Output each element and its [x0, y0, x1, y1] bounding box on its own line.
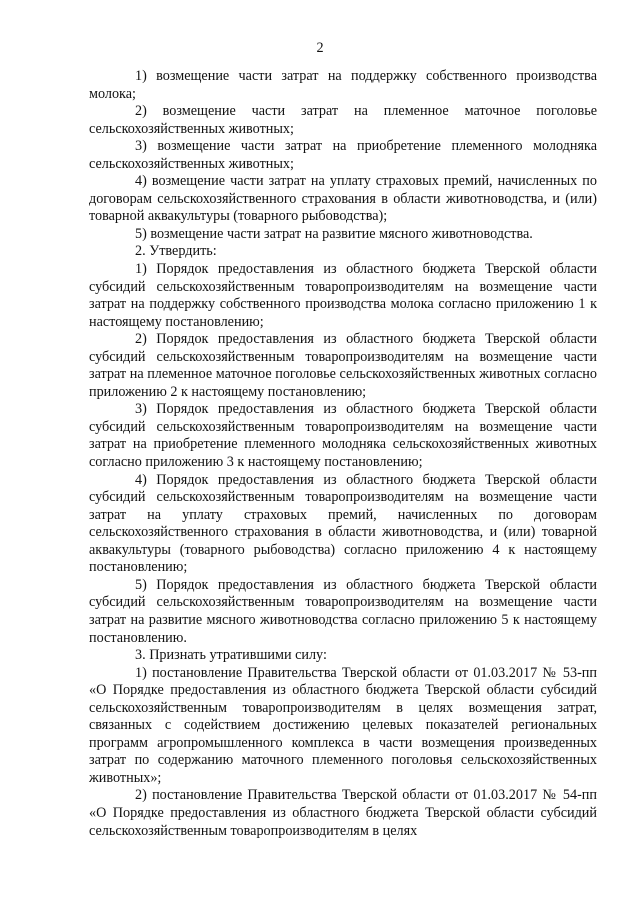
- page-number: 2: [316, 40, 324, 56]
- section-heading: 3. Признать утратившими силу:: [135, 647, 327, 664]
- paragraph: 1) Порядок предоставления из областного бюджета Тверской области субсидий сельскохозяйственным товаропроизводителям на возмещение части затрат на поддержку собственного производства молока согласно приложению 1 к настоящему постановлению;: [89, 261, 597, 330]
- paragraph: 1) постановление Правительства Тверской области от 01.03.2017 № 53-пп «О Порядке предоставления из областного бюджета Тверской области субсидий сельскохозяйственным товаропроизводителям в целях возмещения затрат, связанных с содействием достижению целевых показателей региональных программ агропромышленного комплекса в части возмещения произведенных затрат по содержанию маточного племенного поголовья сельскохозяйственных животных»;: [89, 664, 597, 786]
- paragraph: 2) постановление Правительства Тверской области от 01.03.2017 № 54-пп «О Порядке предоставления из областного бюджета Тверской области субсидий сельскохозяйственным товаропроизводителям в целях: [89, 787, 597, 839]
- paragraph: 1) возмещение части затрат на поддержку собственного производства молока;: [89, 68, 597, 102]
- paragraph: 5) возмещение части затрат на развитие мясного животноводства.: [135, 225, 533, 242]
- paragraph: 3) Порядок предоставления из областного бюджета Тверской области субсидий сельскохозяйственным товаропроизводителям на возмещение части затрат на приобретение племенного молодняка сельскохозяйственных животных согласно приложению 3 к настоящему постановлению;: [89, 401, 597, 471]
- paragraph: 4) Порядок предоставления из областного бюджета Тверской области субсидий сельскохозяйственным товаропроизводителям на возмещение части затрат на уплату страховых премий, начисленных по договорам сельскохозяйственного страхования в области животноводства, и (или) товарной аквакультуры (товарного рыбоводства) согласно приложению 4 к настоящему постановлению;: [89, 471, 597, 576]
- paragraph: 2) Порядок предоставления из областного бюджета Тверской области субсидий сельскохозяйственным товаропроизводителям на возмещение части затрат на племенное маточное поголовье сельскохозяйственных животных согласно приложению 2 к настоящему постановлению;: [89, 331, 597, 400]
- paragraph: 2) возмещение части затрат на племенное маточное поголовье сельскохозяйственных животных;: [89, 103, 597, 137]
- paragraph: 5) Порядок предоставления из областного бюджета Тверской области субсидий сельскохозяйственным товаропроизводителям на возмещение части затрат на развитие мясного животноводства согласно приложению 5 к настоящему постановлению.: [89, 576, 597, 646]
- section-heading: 2. Утвердить:: [135, 243, 217, 260]
- paragraph: 3) возмещение части затрат на приобретение племенного молодняка сельскохозяйственных животных;: [89, 138, 597, 172]
- document-body: [89, 68, 597, 840]
- paragraph: 4) возмещение части затрат на уплату страховых премий, начисленных по договорам сельскохозяйственного страхования в области животноводства, и (или) товарной аквакультуры (товарного рыбоводства);: [89, 173, 597, 225]
